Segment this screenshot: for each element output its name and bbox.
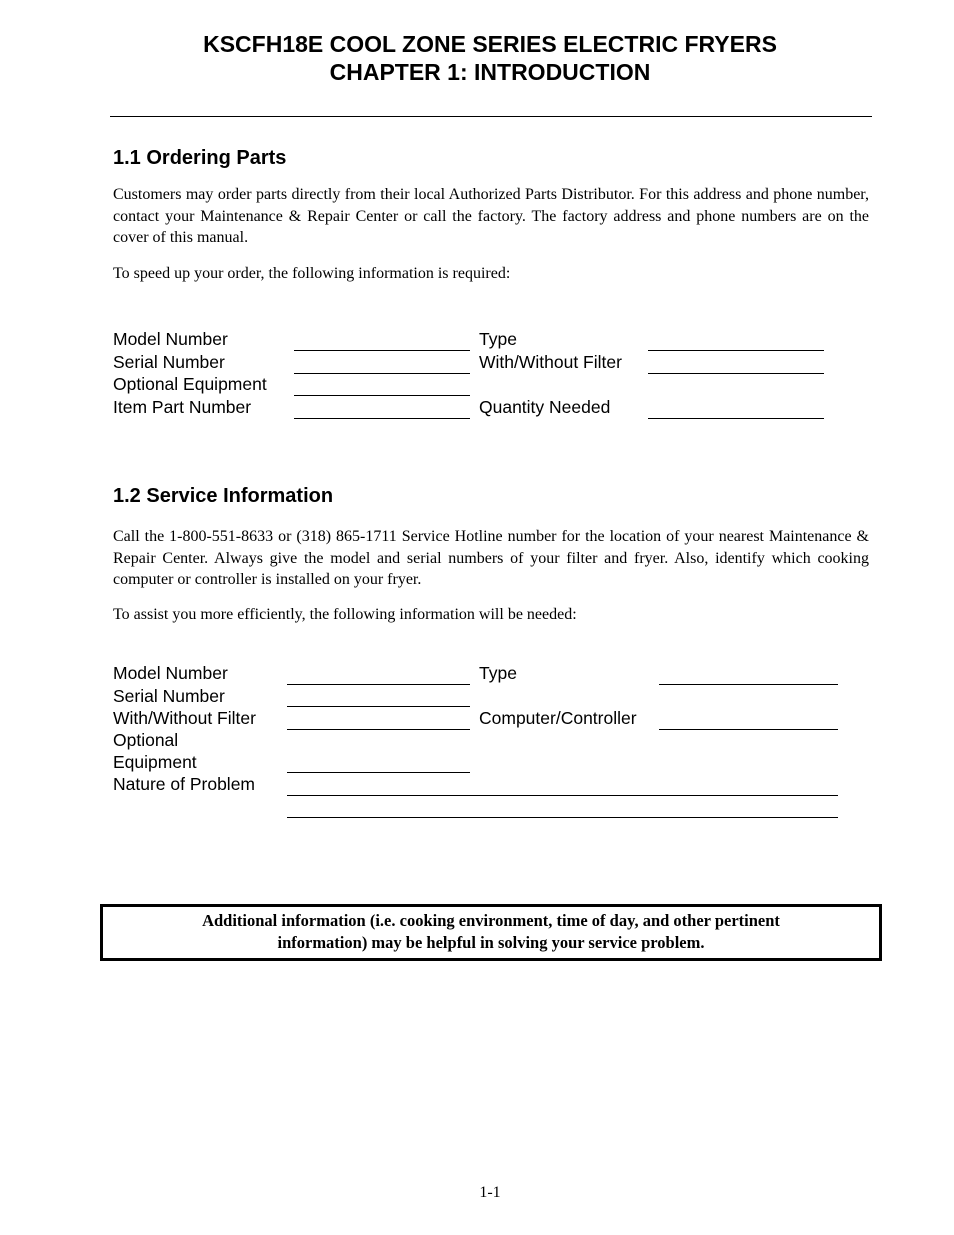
- blank-line-serial-number[interactable]: [294, 373, 470, 374]
- blank-line-serial-number-2[interactable]: [287, 706, 470, 707]
- notice-line-1: Additional information (i.e. cooking environment, time of day, and other pertinent: [202, 911, 780, 930]
- blank-line-model-number[interactable]: [294, 350, 470, 351]
- service-information-paragraph: Call the 1-800-551-8633 or (318) 865-1711 Service Hotline number for the location of your nearest Maintenance & Repair Center. Always give the model and serial numbers of your filter and fryer. Also, identify which cooking computer or controller is installed on your fryer.: [113, 528, 869, 588]
- section-heading-service-information: 1.2 Service Information: [113, 485, 334, 507]
- label-serial-number-2: Serial Number: [113, 686, 225, 706]
- service-information-requirement: To assist you more efficiently, the following information will be needed:: [113, 606, 577, 623]
- notice-line-2: information) may be helpful in solving your service problem.: [277, 932, 705, 952]
- blank-line-with-without-filter-2[interactable]: [287, 729, 470, 730]
- label-model-number-2: Model Number: [113, 663, 228, 683]
- blank-line-optional-equipment[interactable]: [294, 395, 470, 396]
- blank-line-nature-of-problem-1[interactable]: [287, 795, 838, 796]
- label-quantity-needed: Quantity Needed: [479, 397, 611, 417]
- blank-line-type[interactable]: [648, 350, 824, 351]
- blank-line-item-part-number[interactable]: [294, 418, 470, 419]
- blank-line-model-number-2[interactable]: [287, 684, 470, 685]
- ordering-parts-requirement: To speed up your order, the following information is required:: [113, 265, 511, 282]
- label-serial-number: Serial Number: [113, 352, 225, 372]
- header-divider: [110, 116, 872, 117]
- label-model-number: Model Number: [113, 329, 228, 349]
- label-with-without-filter-2: With/Without Filter: [113, 708, 256, 728]
- label-item-part-number: Item Part Number: [113, 397, 252, 417]
- blank-line-quantity-needed[interactable]: [648, 418, 824, 419]
- page-title-line2: CHAPTER 1: INTRODUCTION: [329, 59, 651, 85]
- label-optional: Optional: [113, 730, 179, 750]
- section-heading-ordering-parts: 1.1 Ordering Parts: [113, 147, 287, 169]
- blank-line-type-2[interactable]: [659, 684, 838, 685]
- blank-line-optional-equipment-2[interactable]: [287, 772, 470, 773]
- label-optional-equipment: Optional Equipment: [113, 374, 267, 394]
- label-type: Type: [479, 329, 517, 349]
- ordering-parts-paragraph: Customers may order parts directly from their local Authorized Parts Distributor. For this address and phone number, contact your Maintenance & Repair Center or call the factory. The factory address and phone numbers are on the cover of this manual.: [113, 186, 869, 246]
- page-number: 1-1: [479, 1184, 501, 1201]
- additional-info-notice: [100, 904, 882, 961]
- label-with-without-filter: With/Without Filter: [479, 352, 622, 372]
- blank-line-with-without-filter[interactable]: [648, 373, 824, 374]
- label-equipment: Equipment: [113, 752, 197, 772]
- page-title-line1: KSCFH18E COOL ZONE SERIES ELECTRIC FRYERS: [203, 31, 777, 57]
- blank-line-nature-of-problem-2[interactable]: [287, 817, 838, 818]
- label-nature-of-problem: Nature of Problem: [113, 774, 256, 794]
- blank-line-computer-controller[interactable]: [659, 729, 838, 730]
- label-type-2: Type: [479, 663, 517, 683]
- label-computer-controller: Computer/Controller: [479, 708, 637, 728]
